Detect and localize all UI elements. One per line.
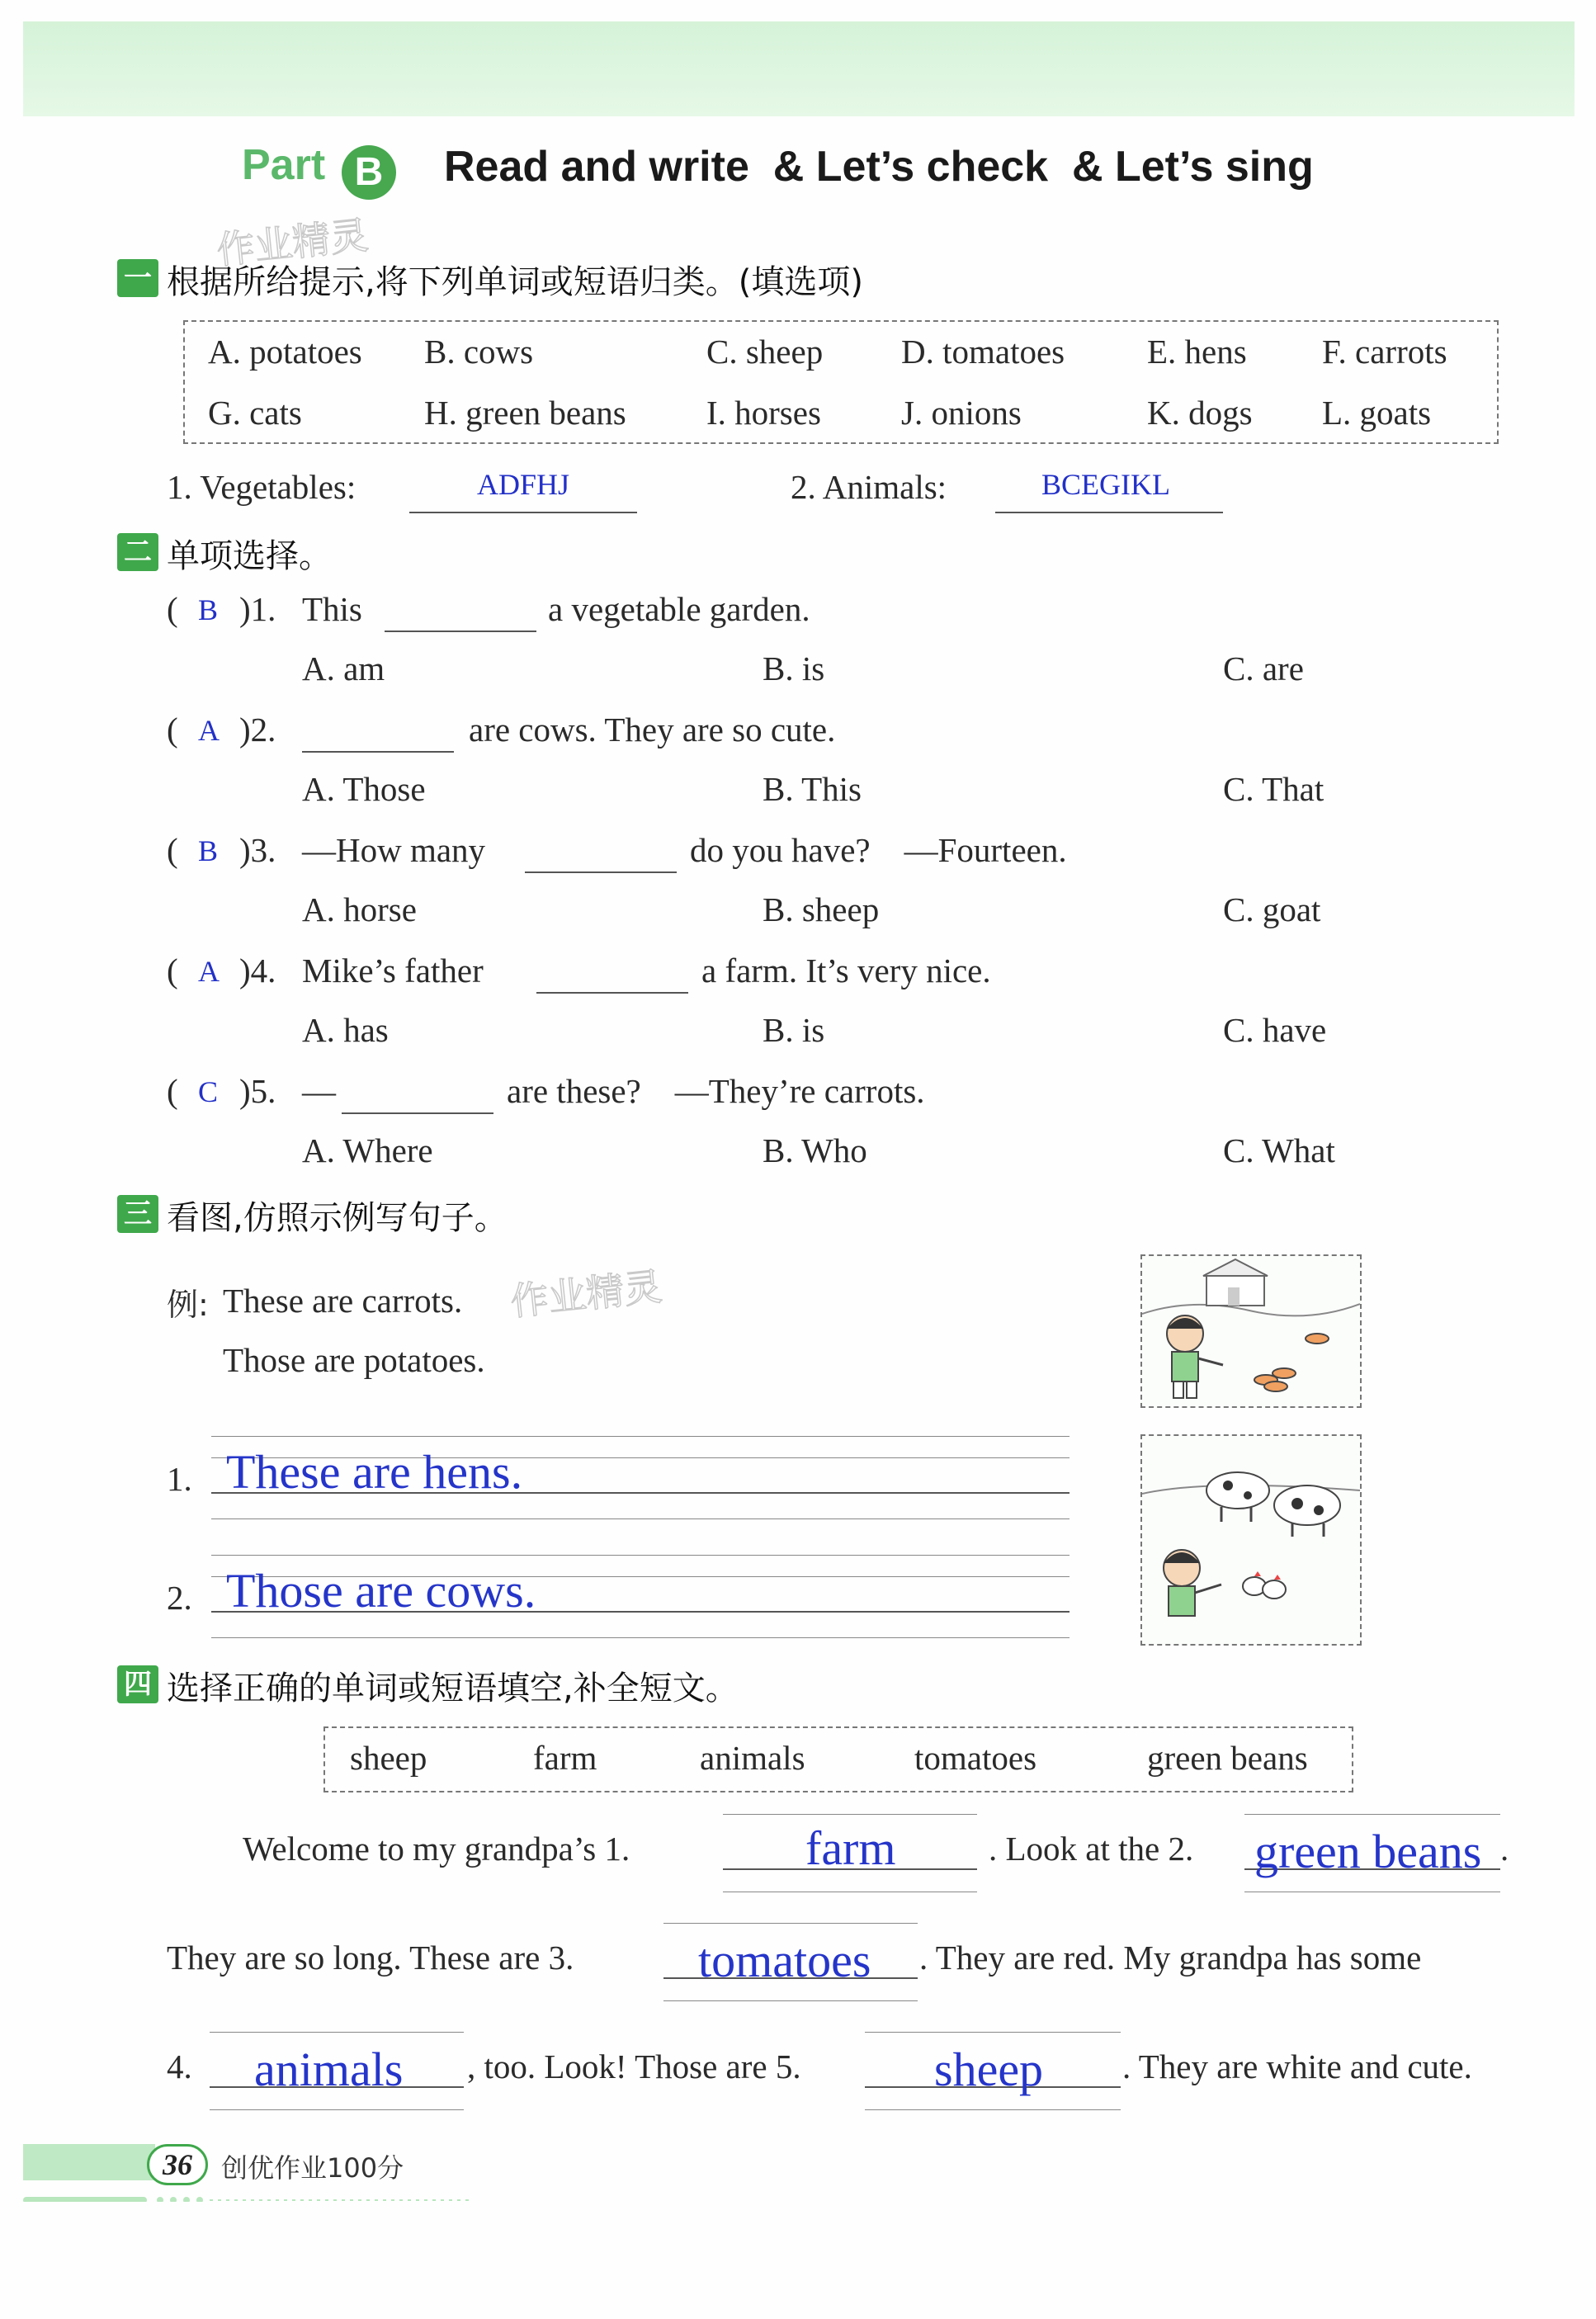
option: G. cats bbox=[208, 394, 302, 432]
blank-guide-line bbox=[865, 2109, 1121, 2110]
question-text: —How many bbox=[302, 831, 486, 869]
choice: A. horse bbox=[302, 890, 417, 928]
watermark: 作业精灵 bbox=[508, 1263, 664, 1325]
choice: C. have bbox=[1223, 1011, 1327, 1049]
example-label: 例: bbox=[167, 1287, 209, 1323]
option: I. horses bbox=[706, 394, 821, 432]
question-text: — bbox=[302, 1072, 336, 1110]
choice: C. are bbox=[1223, 649, 1304, 687]
section-4-badge: 四 bbox=[117, 1665, 158, 1703]
blank-guide-line bbox=[663, 1923, 918, 1924]
passage-answer-2[interactable]: green beans bbox=[1254, 1825, 1482, 1878]
question-number: )4. bbox=[239, 952, 276, 989]
mcq-answer-2[interactable]: A bbox=[198, 714, 220, 747]
choice: B. This bbox=[763, 770, 862, 808]
question-text: do you have? —Fourteen. bbox=[690, 831, 1067, 869]
word-options-box bbox=[183, 320, 1499, 444]
option: J. onions bbox=[901, 394, 1022, 432]
sentence-answer-2[interactable]: Those are cows. bbox=[226, 1564, 536, 1618]
paren-open: ( bbox=[167, 1072, 178, 1110]
choice: A. am bbox=[302, 649, 385, 687]
blank-guide-line bbox=[865, 2032, 1121, 2033]
boy-pointing-at-hens-and-cows-icon bbox=[1142, 1436, 1360, 1644]
mcq-answer-1[interactable]: B bbox=[198, 593, 219, 626]
question-text: a farm. It’s very nice. bbox=[701, 952, 991, 989]
choice: C. goat bbox=[1223, 890, 1321, 928]
paren-open: ( bbox=[167, 831, 178, 869]
blank-line bbox=[525, 871, 677, 873]
question-text: are cows. They are so cute. bbox=[469, 711, 836, 749]
mcq-answer-4[interactable]: A bbox=[198, 955, 220, 988]
vegetables-label: 1. Vegetables: bbox=[167, 468, 357, 506]
footer-dots-decoration bbox=[23, 2197, 469, 2202]
passage-answer-4[interactable]: animals bbox=[254, 2043, 404, 2096]
blank-guide-line bbox=[1244, 1814, 1500, 1815]
option: C. sheep bbox=[706, 333, 824, 371]
choice: A. has bbox=[302, 1011, 389, 1049]
blank-line bbox=[342, 1112, 493, 1114]
choice: B. sheep bbox=[763, 890, 880, 928]
option: F. carrots bbox=[1322, 333, 1447, 371]
watermark: 作业精灵 bbox=[214, 212, 371, 273]
blank-guide-line bbox=[210, 2109, 464, 2110]
mcq-answer-3[interactable]: B bbox=[198, 834, 219, 867]
passage-answer-3[interactable]: tomatoes bbox=[698, 1934, 871, 1987]
question-number: 2. bbox=[167, 1579, 192, 1617]
section-2-badge: 二 bbox=[117, 533, 158, 571]
hens-cows-picture bbox=[1140, 1434, 1362, 1646]
blank-guide-line bbox=[723, 1814, 977, 1815]
boy-pointing-at-carrots-icon bbox=[1142, 1256, 1360, 1406]
option: K. dogs bbox=[1147, 394, 1253, 432]
page-number: 36 bbox=[147, 2144, 208, 2185]
section-4-instruction: 选择正确的单词或短语填空,补全短文。 bbox=[167, 1670, 739, 1707]
option: D. tomatoes bbox=[901, 333, 1065, 371]
blank-line bbox=[302, 751, 454, 753]
paren-open: ( bbox=[167, 711, 178, 749]
question-text: This bbox=[302, 590, 362, 628]
choice: A. Those bbox=[302, 770, 426, 808]
section-1-badge: 一 bbox=[117, 259, 158, 297]
sentence-answer-1[interactable]: These are hens. bbox=[226, 1445, 523, 1499]
mcq-answer-5[interactable]: C bbox=[198, 1075, 219, 1108]
paren-open: ( bbox=[167, 952, 178, 989]
animals-label: 2. Animals: bbox=[791, 468, 947, 506]
carrots-picture bbox=[1140, 1254, 1362, 1408]
word-bank-item: sheep bbox=[350, 1739, 427, 1777]
vegetables-answer[interactable]: ADFHJ bbox=[477, 468, 570, 501]
section-1-instruction: 根据所给提示,将下列单词或短语归类。(填选项) bbox=[167, 263, 863, 301]
passage-text: . They are red. My grandpa has some bbox=[919, 1939, 1422, 1977]
writing-guide-line bbox=[211, 1555, 1070, 1556]
blank-guide-line bbox=[210, 2032, 464, 2033]
word-bank-item: tomatoes bbox=[914, 1739, 1037, 1777]
answer-line bbox=[409, 512, 637, 513]
example-sentence: These are carrots. bbox=[223, 1282, 463, 1320]
question-number: )2. bbox=[239, 711, 276, 749]
part-label: Part bbox=[242, 141, 326, 189]
footer-band bbox=[23, 2144, 155, 2180]
blank-guide-line bbox=[663, 2000, 918, 2001]
option: B. cows bbox=[424, 333, 534, 371]
example-sentence: Those are potatoes. bbox=[223, 1341, 485, 1379]
blank-line bbox=[536, 992, 688, 994]
passage-answer-5[interactable]: sheep bbox=[934, 2043, 1044, 2096]
section-3-badge: 三 bbox=[117, 1195, 158, 1233]
top-band bbox=[23, 21, 1575, 116]
choice: C. That bbox=[1223, 770, 1324, 808]
choice: B. is bbox=[763, 1011, 825, 1049]
word-bank-item: farm bbox=[533, 1739, 597, 1777]
page-title: Read and write & Let’s check & Let’s sing bbox=[444, 143, 1314, 191]
writing-guide-line bbox=[211, 1518, 1070, 1519]
question-text: are these? —They’re carrots. bbox=[507, 1072, 925, 1110]
passage-text: . They are white and cute. bbox=[1122, 2047, 1472, 2085]
section-3-instruction: 看图,仿照示例写句子。 bbox=[167, 1199, 508, 1237]
passage-text: . bbox=[1500, 1830, 1509, 1868]
choice: A. Where bbox=[302, 1131, 433, 1169]
writing-guide-line bbox=[211, 1436, 1070, 1437]
passage-answer-1[interactable]: farm bbox=[805, 1821, 896, 1875]
question-text: a vegetable garden. bbox=[548, 590, 810, 628]
choice: B. is bbox=[763, 649, 825, 687]
option: E. hens bbox=[1147, 333, 1247, 371]
option: A. potatoes bbox=[208, 333, 362, 371]
answer-line bbox=[995, 512, 1223, 513]
word-bank-item: animals bbox=[700, 1739, 805, 1777]
question-number: )5. bbox=[239, 1072, 276, 1110]
paren-open: ( bbox=[167, 590, 178, 628]
blank-line bbox=[385, 631, 536, 632]
passage-text: They are so long. These are 3. bbox=[167, 1939, 574, 1977]
word-bank-item: green beans bbox=[1147, 1739, 1308, 1777]
option: L. goats bbox=[1322, 394, 1432, 432]
option: H. green beans bbox=[424, 394, 626, 432]
passage-text: Welcome to my grandpa’s 1. bbox=[243, 1830, 630, 1868]
passage-text: . Look at the 2. bbox=[989, 1830, 1194, 1868]
section-2-instruction: 单项选择。 bbox=[167, 537, 332, 575]
book-title: 创优作业100分 bbox=[221, 2152, 404, 2184]
choice: B. Who bbox=[763, 1131, 867, 1169]
part-letter-badge: B bbox=[342, 145, 396, 200]
question-number: )3. bbox=[239, 831, 276, 869]
passage-text: 4. bbox=[167, 2047, 192, 2085]
question-number: 1. bbox=[167, 1460, 192, 1498]
question-number: )1. bbox=[239, 590, 276, 628]
passage-text: , too. Look! Those are 5. bbox=[467, 2047, 801, 2085]
question-text: Mike’s father bbox=[302, 952, 484, 989]
writing-guide-line bbox=[211, 1637, 1070, 1638]
animals-answer[interactable]: BCEGIKL bbox=[1041, 468, 1170, 501]
choice: C. What bbox=[1223, 1131, 1335, 1169]
